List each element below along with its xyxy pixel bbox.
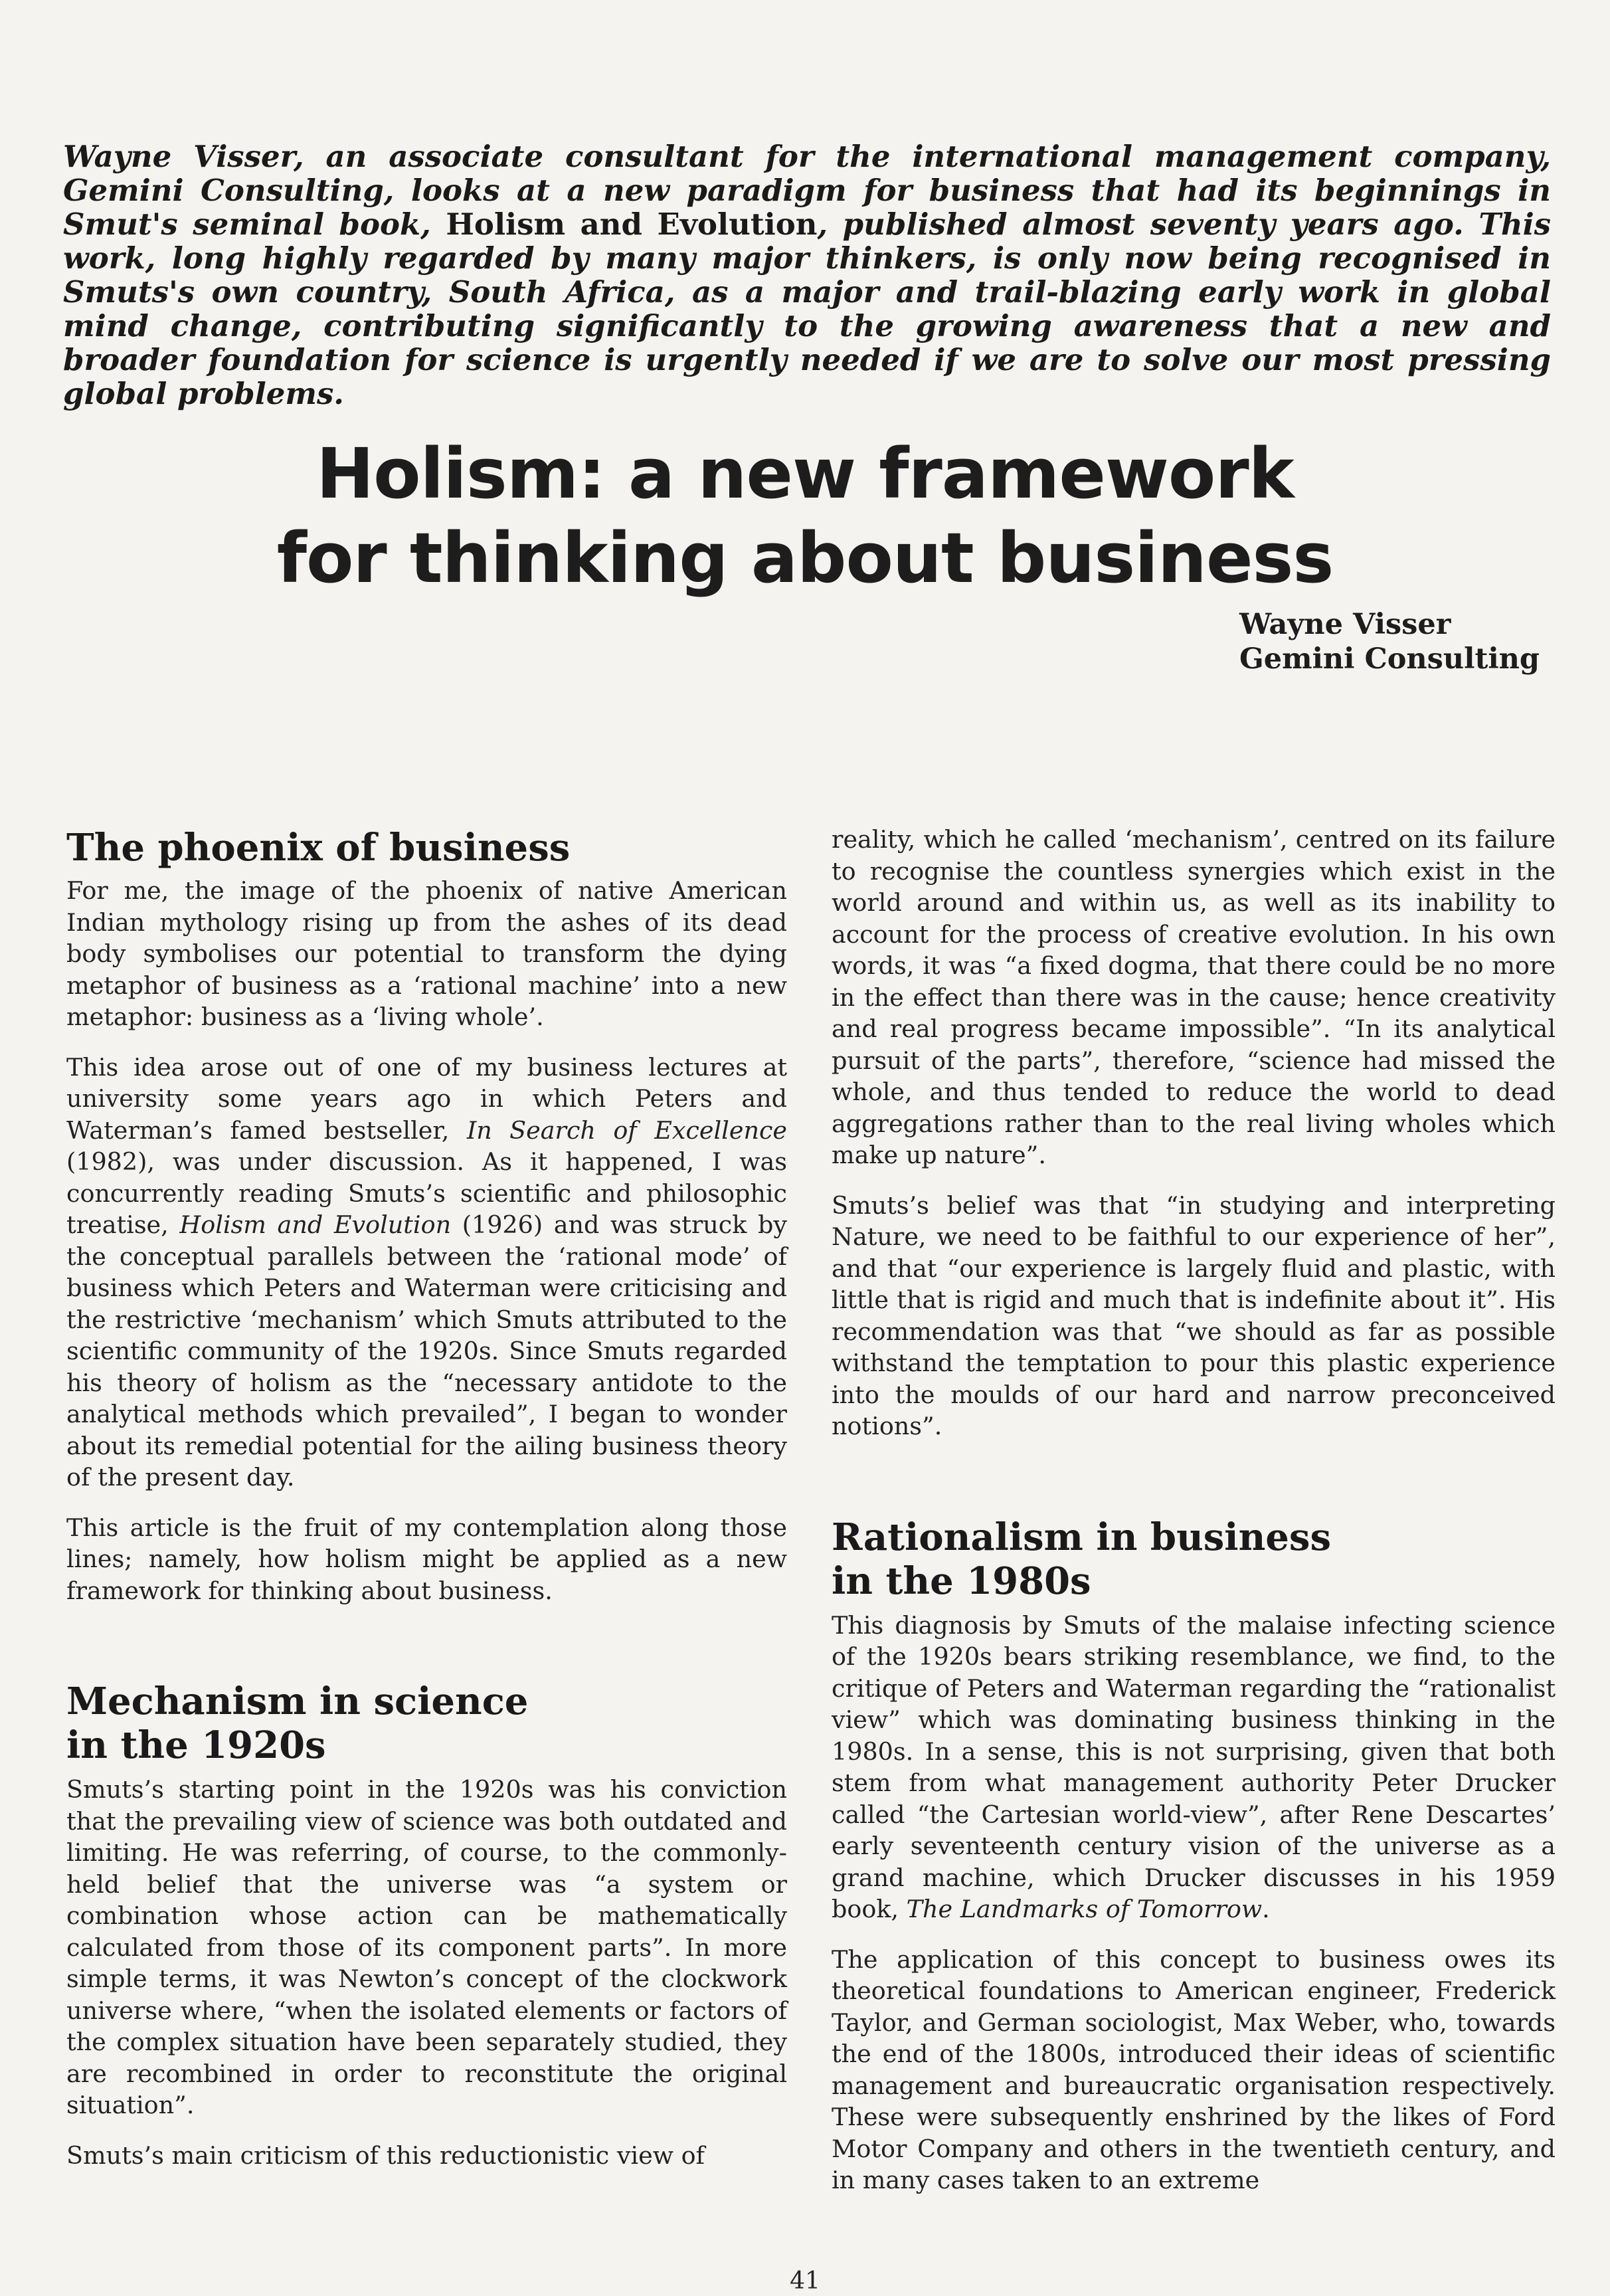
- paragraph: The application of this concept to business owes its theoretical foundations to American engineer, Frederick Taylor, and German sociologist, Max Weber, who, towards the end of the 1800s, introduced their ideas of scientific management and bureaucratic organisation respectively. These were subsequently enshrined by the likes of Ford Motor Company and others in the twentieth century, and in many cases taken to an extreme: [832, 1945, 1556, 2194]
- title-line-2: for thinking about business: [276, 518, 1334, 599]
- intro-book-title: Holism and Evolution: [446, 207, 818, 242]
- paragraph: [832, 1610, 1556, 1925]
- paragraph: reality, which he called ‘mechanism’, centred on its failure to recognise the countless synergies which exist in the world around and within us, as well as its inability to account for the process of creative evolution. In his own words, it was “a fixed dogma, that there could be no more in the effect than there was in the cause; hence creativity and real progress became impossible”. “In its analytical pursuit of the parts”, therefore, “science had missed the whole, and thus tended to reduce the world to dead aggregations rather than to the real living wholes which make up nature”.: [832, 825, 1556, 1169]
- paragraph-text: (1982), was under discussion. As it happened, I was concurrently reading Smuts’s scientific and philosophic treatise,: [66, 1147, 787, 1239]
- article-title: [0, 432, 1610, 601]
- paragraph: Smuts’s starting point in the 1920s was his conviction that the prevailing view of science was both outdated and limiting. He was referring, of course, to the commonly-held belief that the universe was “a system or combination whose action can be mathematically calculated from those of its component parts”. In more simple terms, it was Newton’s concept of the clockwork universe where, “when the isolated elements or factors of the complex situation have been separately studied, they are recombined in order to reconstitute the original situation”.: [66, 1775, 787, 2119]
- paragraph-text: (1926) and was struck by the conceptual parallels between the ‘rational mode’ of business which Peters and Waterman were criticising and the restrictive ‘mechanism’ which Smuts attributed to the scientific community of the 1920s. Since Smuts regarded his theory of holism as the “necessary antidote to the analytical methods which prevailed”, I began to wonder about its remedial potential for the ailing business theory of the present day.: [66, 1210, 787, 1491]
- paragraph: For me, the image of the phoenix of native American Indian mythology rising up from the ashes of its dead body symbolises our potential to transform the dying metaphor of business as a ‘rational machine’ into a new metaphor: business as a ‘living whole’.: [66, 876, 787, 1031]
- intro-text-1: Wayne Visser, an associate consultant for the international management company, Gemini Consulting, looks at a new paradigm for business that had its beginnings in Smut's seminal book,: [63, 139, 1551, 242]
- paragraph-text: This diagnosis by Smuts of the malaise infecting science of the 1920s bears striking resemblance, we find, to the critique of Peters and Waterman regarding the “rationalist view” which was dominating business thinking in the 1980s. In a sense, this is not surprising, given that both stem from what management authority Peter Drucker called “the Cartesian world-view”, after Rene Descartes’ early seventeenth century vision of the universe as a grand machine, which Drucker discusses in his 1959 book,: [832, 1610, 1556, 1923]
- byline-author: Wayne Visser: [1239, 608, 1451, 641]
- title-line-1: Holism: a new framework: [316, 433, 1294, 514]
- byline: [1239, 607, 1545, 676]
- heading-line: Mechanism in science: [66, 1679, 529, 1723]
- heading-phoenix: The phoenix of business: [66, 826, 571, 870]
- heading-mechanism: [66, 1679, 787, 1767]
- paragraph: Smuts’s belief was that “in studying and interpreting Nature, we need to be faithful to our experience of her”, and that “our experience is largely fluid and plastic, with little that is rigid and much that is indefinite about it”. His recommendation was that “we should as far as possible withstand the temptation to pour this plastic experience into the moulds of our hard and narrow preconceived notions”.: [832, 1191, 1556, 1440]
- left-column: [66, 826, 787, 2190]
- paragraph-text: .: [1262, 1895, 1270, 1923]
- paragraph: [66, 1052, 787, 1493]
- intro-paragraph: [63, 140, 1551, 411]
- paragraph: This article is the fruit of my contemplation along those lines; namely, how holism might be applied as a new framework for thinking about business.: [66, 1513, 787, 1605]
- right-column: [832, 824, 1556, 2215]
- heading-line: Rationalism in business: [832, 1515, 1331, 1559]
- byline-company: Gemini Consulting: [1239, 642, 1540, 676]
- heading-rationalism: [832, 1515, 1556, 1603]
- page-number: 41: [790, 2267, 820, 2295]
- paragraph-text: This idea arose out of one of my business lectures at university some years ago in which Peters and Waterman’s famed bestseller,: [66, 1052, 787, 1145]
- heading-line: in the 1980s: [832, 1559, 1091, 1603]
- book-title: In Search of Excellence: [466, 1115, 787, 1145]
- paragraph: Smuts’s main criticism of this reductionistic view of: [66, 2141, 705, 2170]
- heading-line: in the 1920s: [66, 1723, 326, 1767]
- book-title: The Landmarks of Tomorrow: [906, 1895, 1263, 1923]
- book-title: Holism and Evolution: [179, 1210, 452, 1239]
- intro-text-2: , published almost seventy years ago. This work, long highly regarded by many major thinkers, is only now being recognised in Smuts's own country, South Africa, as a major and trail-blazing early work in global mind change, contributing significantly to the growing awareness that a new and broader foundation for science is urgently needed if we are to solve our most pressing global problems.: [63, 207, 1551, 411]
